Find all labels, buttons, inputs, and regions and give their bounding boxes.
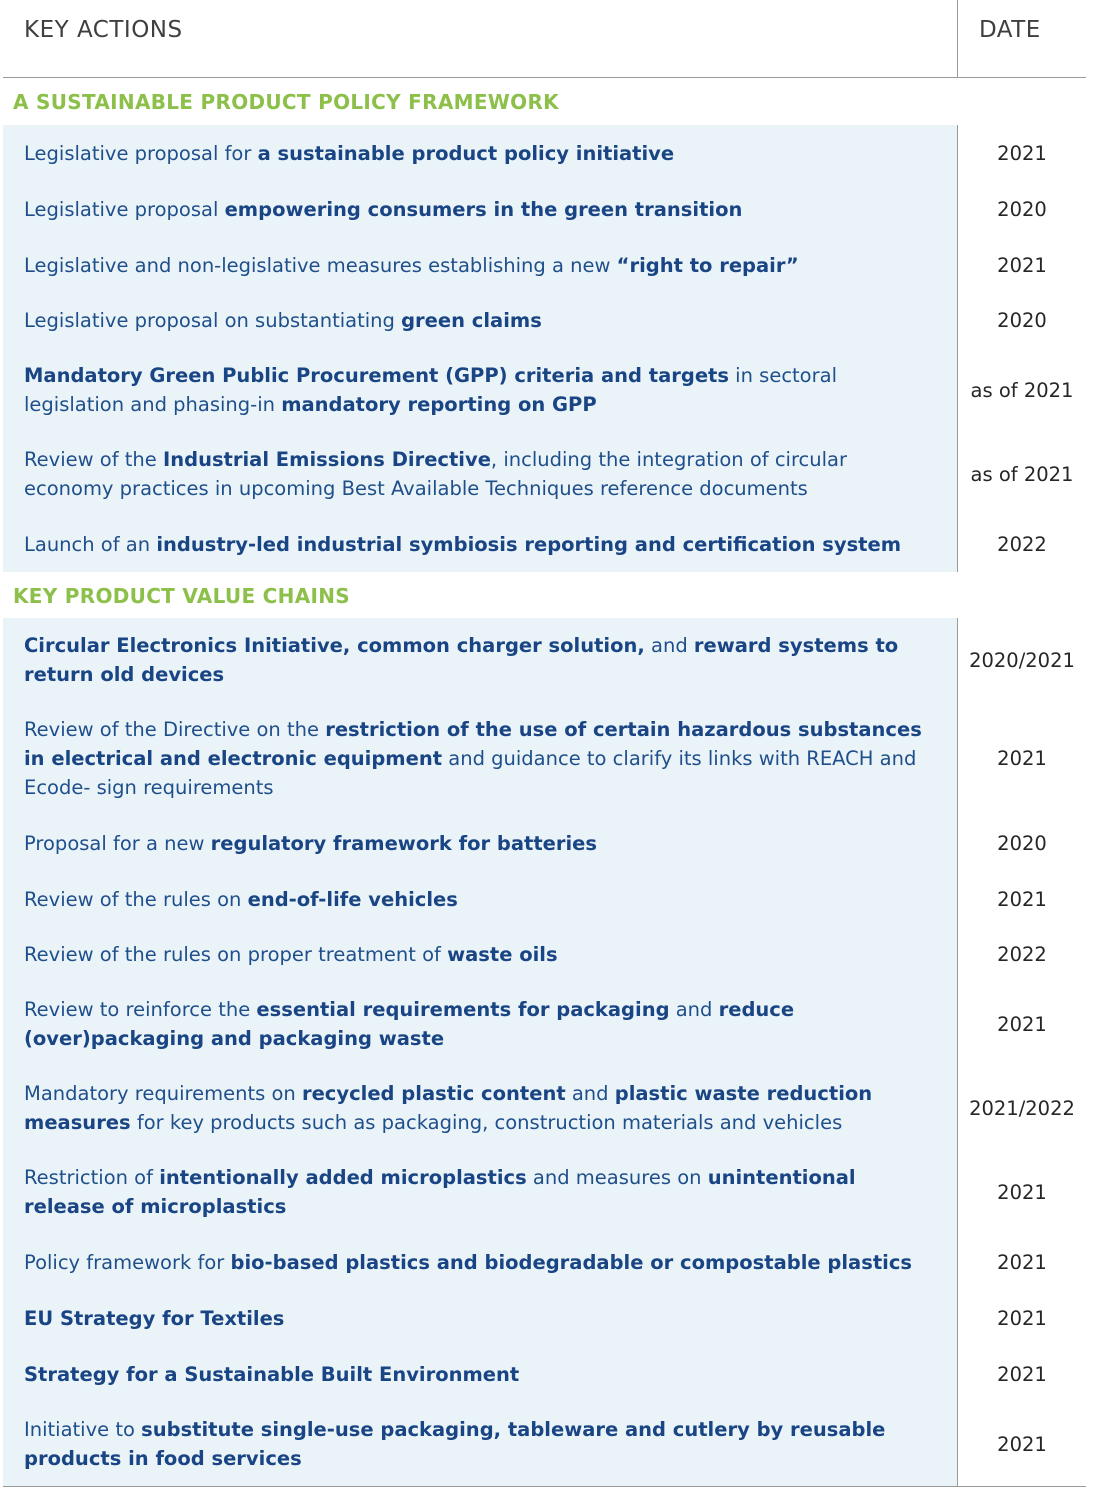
action-text-bold: plastic waste reduction measures <box>24 1082 873 1134</box>
action-text: Legislative proposal <box>24 197 225 221</box>
section-heading <box>3 572 1086 619</box>
action-text: Review of the <box>24 448 163 471</box>
action-text-bold: EU Strategy for Textiles <box>24 1306 285 1330</box>
action-cell <box>24 1234 936 1290</box>
action-cell <box>24 871 936 927</box>
action-text-bold: reduce (over)packaging and packaging waste <box>24 998 795 1050</box>
action-text-bold: recycled plastic content <box>301 1082 566 1105</box>
date-cell: 2020/2021 <box>958 618 1086 702</box>
table-row <box>3 871 1086 928</box>
action-cell <box>24 927 936 982</box>
action-cell <box>24 293 936 348</box>
action-text: Proposal for a new <box>24 831 211 855</box>
section-title: KEY PRODUCT VALUE CHAINS <box>13 584 350 608</box>
column-header-date: DATE <box>979 17 1041 43</box>
table-row <box>3 1346 1086 1403</box>
table-row <box>3 927 1086 983</box>
action-cell <box>24 815 936 871</box>
action-text-bold: Mandatory Green Public Procurement (GPP) criteria and targets <box>24 364 729 387</box>
action-text-bold: a sustainable product policy initiative <box>257 141 675 165</box>
action-text-bold: bio-based plastics and biodegradable or compostable plastics <box>230 1250 912 1274</box>
action-text: and measures on <box>526 1166 708 1189</box>
table-row <box>3 1234 1086 1291</box>
action-cell <box>24 125 936 181</box>
date-cell: 2021 <box>958 1346 1086 1402</box>
action-text: Launch of an <box>24 532 157 556</box>
action-text-bold: restriction of the use of certain hazardous substances in electrical and electronic equipment <box>24 718 922 770</box>
date-cell: 2021 <box>958 237 1086 293</box>
table-row <box>3 618 1086 703</box>
action-cell <box>24 237 936 293</box>
action-text-bold: unintentional release of microplastics <box>24 1166 856 1218</box>
date-cell: 2021/2022 <box>958 1066 1086 1150</box>
date-cell: 2021 <box>958 125 1086 181</box>
action-text: Review of the Directive on the <box>24 718 326 741</box>
action-text: and guidance to clarify its links with REACH and Ecode- sign requirements <box>24 747 917 799</box>
action-text-bold: intentionally added microplastics <box>159 1166 527 1189</box>
table-row <box>3 1402 1086 1487</box>
action-text: for key products such as packaging, construction materials and vehicles <box>130 1111 843 1134</box>
date-cell: 2021 <box>958 871 1086 927</box>
table-row <box>3 125 1086 182</box>
date-cell: 2021 <box>958 1150 1086 1234</box>
action-text: Restriction of <box>24 1166 160 1189</box>
date-cell: 2021 <box>958 982 1086 1066</box>
action-text-bold: end-of-life vehicles <box>247 887 458 911</box>
action-text: Review of the rules on <box>24 887 248 911</box>
date-cell: as of 2021 <box>958 348 1086 432</box>
action-text: Mandatory requirements on <box>24 1082 302 1105</box>
table-row <box>3 293 1086 349</box>
action-text-bold: Circular Electronics Initiative, common charger solution, <box>24 634 645 657</box>
table-row <box>3 237 1086 294</box>
date-cell: 2020 <box>958 181 1086 237</box>
action-cell <box>24 702 936 815</box>
table-row <box>3 348 1086 433</box>
action-text-bold: essential requirements for packaging <box>256 998 670 1021</box>
date-cell: 2022 <box>958 927 1086 982</box>
action-cell <box>24 1402 936 1486</box>
action-text-bold: regulatory framework for batteries <box>210 831 597 855</box>
column-divider <box>957 0 958 77</box>
action-text-bold: “right to repair” <box>616 253 799 277</box>
action-cell <box>24 982 936 1066</box>
action-text: Policy framework for <box>24 1250 231 1274</box>
date-cell: 2021 <box>958 1234 1086 1290</box>
table-header <box>3 0 1086 78</box>
column-header-key-actions: KEY ACTIONS <box>24 17 183 43</box>
action-text-bold: green claims <box>401 309 542 332</box>
table-row <box>3 516 1086 573</box>
action-text-bold: Industrial Emissions Directive <box>162 448 491 471</box>
section-title: A SUSTAINABLE PRODUCT POLICY FRAMEWORK <box>13 90 559 114</box>
table-row <box>3 982 1086 1067</box>
action-text: Legislative proposal for <box>24 141 258 165</box>
action-cell <box>24 1150 936 1234</box>
action-cell <box>24 1290 936 1346</box>
section-heading <box>3 78 1086 126</box>
table-row <box>3 815 1086 872</box>
date-cell: 2021 <box>958 1290 1086 1346</box>
action-text: , including the integration of circular economy practices in upcoming Best Available Techniques reference documents <box>24 448 848 500</box>
action-text: Initiative to <box>24 1418 142 1441</box>
action-text-bold: mandatory reporting on GPP <box>281 393 597 416</box>
action-text-bold: substitute single-use packaging, tableware and cutlery by reusable products in food services <box>24 1418 886 1470</box>
action-text: and <box>644 634 694 657</box>
date-cell: 2022 <box>958 516 1086 572</box>
action-text: Review to reinforce the <box>24 998 257 1021</box>
action-cell <box>24 432 936 516</box>
action-text: in sectoral legislation and phasing-in <box>24 364 837 416</box>
action-text: Legislative and non-legislative measures establishing a new <box>24 253 617 277</box>
table-row <box>3 702 1086 816</box>
action-text: and <box>565 1082 615 1105</box>
action-cell <box>24 516 936 572</box>
action-cell <box>24 348 936 432</box>
action-text-bold: industry-led industrial symbiosis reporting and certification system <box>156 532 902 556</box>
table-row <box>3 181 1086 238</box>
action-text: Review of the rules on proper treatment of <box>24 943 448 966</box>
table-row <box>3 1290 1086 1347</box>
date-cell: 2021 <box>958 702 1086 815</box>
action-text-bold: waste oils <box>447 943 558 966</box>
date-cell: as of 2021 <box>958 432 1086 516</box>
table-row <box>3 432 1086 517</box>
date-cell: 2020 <box>958 293 1086 348</box>
date-cell: 2021 <box>958 1402 1086 1486</box>
action-text: Legislative proposal on substantiating <box>24 309 402 332</box>
action-text: and <box>669 998 719 1021</box>
action-cell <box>24 181 936 237</box>
table-row <box>3 1150 1086 1235</box>
action-text-bold: empowering consumers in the green transition <box>224 197 743 221</box>
date-cell: 2020 <box>958 815 1086 871</box>
table-row <box>3 1066 1086 1151</box>
action-cell <box>24 618 936 702</box>
action-cell <box>24 1066 936 1150</box>
action-text-bold: reward systems to return old devices <box>24 634 899 686</box>
action-text-bold: Strategy for a Sustainable Built Environment <box>24 1362 520 1386</box>
action-cell <box>24 1346 936 1402</box>
